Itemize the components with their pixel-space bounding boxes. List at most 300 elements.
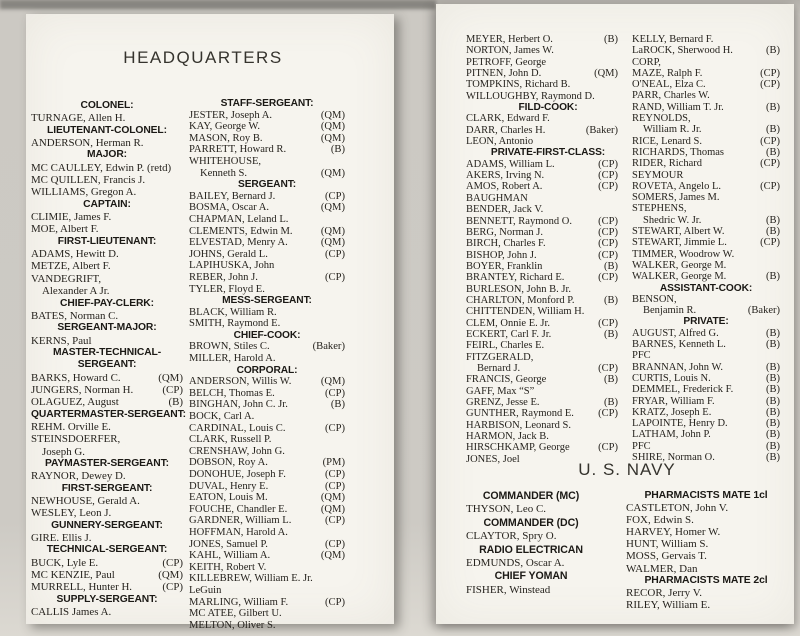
member-tag: (B): [766, 395, 780, 407]
page-title-headquarters: HEADQUARTERS: [123, 48, 283, 67]
member-tag: (B): [766, 327, 780, 339]
rank-heading: CHIEF-PAY-CLERK:: [60, 297, 154, 309]
section-title-us-navy: U. S. NAVY: [578, 460, 676, 479]
member-name: MILLER, Harold A.: [189, 353, 276, 365]
rank-heading: CORPORAL:: [236, 364, 298, 376]
member-name: JUNGERS, Norman H.: [31, 383, 134, 396]
member-name: FITZGERALD,: [466, 351, 534, 363]
member-tag: (CP): [760, 237, 780, 249]
member-name: TURNAGE, Allen H.: [31, 112, 126, 125]
rank-heading: RADIO ELECTRICAN: [479, 543, 583, 556]
member-tag: (Baker): [747, 305, 780, 317]
member-name: SEYMOUR: [632, 169, 684, 181]
rank-heading: SERGEANT:: [238, 179, 296, 191]
member-name: BENNETT, Raymond O.: [466, 215, 572, 227]
rank-heading: CHIEF-COOK:: [233, 329, 301, 341]
roster-row: [632, 237, 780, 248]
member-tag: (CP): [598, 362, 618, 374]
rank-heading: GUNNERY-SERGEANT:: [51, 519, 163, 531]
member-name: SOMERS, James M.: [632, 192, 720, 204]
member-name: PFC: [632, 350, 651, 362]
member-name: PARR, Charles W.: [632, 90, 710, 102]
member-name: THYSON, Leo C.: [466, 503, 547, 516]
member-name: MC ATEE, Gilbert U.: [189, 608, 282, 620]
member-name: HOFFMAN, Harold A.: [189, 526, 288, 538]
roster-row: [189, 527, 345, 539]
member-tag: (B): [766, 45, 780, 57]
member-tag: (CP): [162, 556, 183, 569]
member-tag: (CP): [324, 271, 345, 283]
roster-row: [632, 192, 780, 203]
roster-row: [632, 373, 780, 384]
member-name: OLAGUEZ, August: [31, 396, 119, 409]
member-tag: (CP): [760, 79, 780, 91]
member-tag: (CP): [598, 408, 618, 420]
roster-row: [31, 310, 183, 322]
member-name: TOMPKINS, Richard B.: [466, 79, 571, 91]
roster-row: [466, 408, 618, 419]
member-name: SMITH, Raymond E.: [189, 318, 281, 330]
member-tag: (B): [766, 339, 780, 351]
member-name: ADAMS, Hewitt D.: [31, 248, 119, 261]
roster-row: [466, 159, 618, 170]
member-name: ELVESTAD, Menry A.: [189, 237, 288, 249]
member-name: Bernard J.: [477, 362, 521, 374]
member-name: JESTER, Joseph A.: [189, 109, 272, 121]
roster-row: [466, 57, 618, 68]
member-tag: (B): [330, 399, 345, 411]
roster-row: [31, 532, 183, 544]
member-tag: (B): [766, 214, 780, 226]
roster-row: [626, 514, 786, 526]
roster-row: [189, 237, 345, 249]
member-name: KAHL, William A.: [189, 550, 271, 562]
member-name: LaROCK, Sherwood H.: [632, 45, 733, 57]
member-name: FRANCIS, George: [466, 374, 547, 386]
member-tag: (B): [766, 429, 780, 441]
member-name: DARR, Charles H.: [466, 124, 546, 136]
scan-edge-shadow: [0, 0, 436, 9]
member-name: BOSMA, Oscar A.: [189, 202, 270, 214]
roster-row: [632, 79, 780, 90]
roster-row: [31, 470, 183, 482]
member-tag: (CP): [598, 215, 618, 227]
member-name: BENDER, Jack V.: [466, 204, 544, 216]
roster-row: [189, 388, 345, 400]
member-name: BLACK, William R.: [189, 306, 277, 318]
member-name: JONES, Joel: [466, 453, 520, 465]
member-name: NEWHOUSE, Gerald A.: [31, 495, 140, 507]
right-page-column-1: [466, 34, 618, 465]
roster-row: [31, 137, 183, 149]
roster-row: [189, 585, 345, 597]
roster-row: [189, 110, 345, 122]
rank-heading: PRIVATE-FIRST-CLASS:: [490, 147, 606, 159]
roster-row: [189, 121, 345, 133]
roster-row: [632, 396, 780, 407]
roster-row: [31, 248, 183, 260]
member-tag: (B): [330, 144, 345, 156]
member-tag: (CP): [324, 538, 345, 550]
member-name: BARNES, Kenneth L.: [632, 339, 726, 351]
member-tag: (QM): [320, 167, 345, 179]
member-name: CALLIS James A.: [31, 606, 112, 619]
member-name: MOE, Albert F.: [31, 223, 99, 236]
roster-row: [466, 329, 618, 340]
member-name: CURTIS, Louis N.: [632, 372, 711, 384]
member-name: STEPHENS,: [632, 203, 687, 215]
roster-row: [189, 469, 345, 481]
roster-row: [632, 113, 780, 124]
member-name: MC KENZIE, Paul: [31, 569, 115, 582]
roster-row: [466, 397, 618, 408]
roster-row: [632, 305, 780, 316]
rank-heading: CAPTAIN:: [83, 198, 131, 210]
rank-heading: STAFF-SERGEANT:: [220, 98, 314, 109]
roster-row: [632, 271, 780, 282]
member-tag: (CP): [598, 272, 618, 284]
member-tag: (B): [604, 328, 618, 340]
roster-row: [466, 295, 618, 306]
roster-row: [632, 45, 780, 56]
rank-heading: TECHNICAL-SERGEANT:: [46, 544, 168, 556]
roster-row: [189, 249, 345, 261]
member-name: RIDER, Richard: [632, 158, 702, 170]
roster-row: [189, 411, 345, 423]
member-name: CLAYTOR, Spry O.: [466, 530, 557, 543]
member-tag: (CP): [760, 180, 780, 192]
member-name: FOX, Edwin S.: [626, 514, 694, 527]
member-tag: (PM): [322, 457, 345, 469]
member-name: KEITH, Robert V.: [189, 561, 267, 573]
member-name: CLEMENTS, Edwin M.: [189, 225, 293, 237]
member-name: BENSON,: [632, 293, 677, 305]
roster-row: [632, 90, 780, 101]
member-name: CLEM, Onnie E. Jr.: [466, 317, 550, 329]
member-tag: (CP): [598, 181, 618, 193]
roster-row: [466, 352, 618, 363]
member-name: LeGuin: [189, 584, 222, 596]
member-name: BELCH, Thomas E.: [189, 387, 275, 399]
roster-row: [189, 573, 345, 585]
member-tag: (QM): [320, 237, 345, 249]
member-name: CHAPMAN, Leland L.: [189, 213, 289, 225]
roster-row: [632, 350, 780, 361]
roster-row: [466, 261, 618, 272]
member-tag: (CP): [598, 238, 618, 250]
roster-row: [632, 181, 780, 192]
roster-row: [632, 215, 780, 226]
member-name: ADAMS, William L.: [466, 158, 555, 170]
roster-row: [466, 306, 618, 317]
member-tag: (QM): [320, 109, 345, 121]
member-name: BOCK, Carl A.: [189, 411, 255, 423]
member-tag: (B): [766, 124, 780, 136]
member-tag: (CP): [598, 170, 618, 182]
member-name: SHIRE, Norman O.: [632, 451, 715, 463]
roster-row: [31, 112, 183, 124]
roster-row: [632, 158, 780, 169]
roster-row: [31, 569, 183, 581]
roster-row: [466, 34, 618, 45]
roster-row: [632, 249, 780, 260]
member-name: CORP,: [632, 56, 661, 68]
roster-row: [626, 502, 786, 514]
roster-row: [466, 113, 618, 124]
member-name: GAFF, Max “S”: [466, 385, 535, 397]
member-tag: (QM): [320, 376, 345, 388]
member-tag: (CP): [760, 67, 780, 79]
roster-row: [189, 133, 345, 145]
member-name: DEMMEL, Frederick F.: [632, 384, 734, 396]
member-name: GARDNER, William L.: [189, 515, 292, 527]
roster-row: [632, 294, 780, 305]
member-name: REYNOLDS,: [632, 113, 691, 125]
roster-row: [626, 563, 786, 575]
member-tag: (QM): [320, 492, 345, 504]
roster-row: [189, 318, 345, 330]
roster-row: [189, 168, 345, 180]
roster-row: [632, 429, 780, 440]
navy-column-2: [626, 490, 786, 611]
rank-heading: COLONEL:: [80, 100, 134, 111]
roster-row: [31, 162, 183, 174]
member-name: PITNEN, John D.: [466, 68, 542, 80]
member-name: CLARK, Edward F.: [466, 113, 550, 125]
member-name: William R. Jr.: [643, 124, 702, 136]
member-name: KAY, George W.: [189, 121, 261, 133]
member-name: TIMMER, Woodrow W.: [632, 248, 735, 260]
roster-row: [466, 363, 618, 374]
roster-row: [626, 526, 786, 538]
member-tag: (B): [604, 397, 618, 408]
member-name: REBER, John J.: [189, 271, 258, 283]
member-name: WILLIAMS, Gregon A.: [31, 186, 137, 199]
roster-row: [466, 204, 618, 215]
member-name: LAPOINTE, Henry D.: [632, 418, 728, 430]
member-tag: (CP): [324, 248, 345, 260]
member-name: ANDERSON, Willis W.: [189, 376, 292, 388]
member-name: BRANTEY, Richard E.: [466, 272, 565, 284]
member-name: BAUGHMAN: [466, 192, 528, 204]
roster-row: [632, 441, 780, 452]
roster-row: [632, 203, 780, 214]
member-tag: (B): [604, 374, 618, 386]
roster-row: [466, 584, 626, 597]
member-name: HARMON, Jack B.: [466, 431, 549, 443]
roster-row: [466, 79, 618, 90]
member-name: VANDEGRIFT,: [31, 272, 102, 285]
member-name: GUNTHER, Raymond E.: [466, 408, 574, 420]
rank-heading: CHIEF YOMAN: [494, 570, 568, 583]
roster-row: [466, 45, 618, 56]
member-name: STEINSDOERFER,: [31, 433, 121, 446]
member-name: O'NEAL, Elza C.: [632, 79, 706, 91]
member-tag: (CP): [760, 135, 780, 147]
roster-row: [189, 481, 345, 493]
member-tag: (B): [604, 34, 618, 45]
member-name: FEIRL, Charles E.: [466, 340, 545, 352]
member-name: BATES, Norman C.: [31, 309, 119, 322]
rank-heading: MESS-SERGEANT:: [222, 295, 312, 307]
member-name: HUNT, William S.: [626, 538, 709, 551]
roster-row: [31, 285, 183, 297]
roster-row: [189, 144, 345, 156]
rank-heading: PHARMACISTS MATE 2cl: [644, 574, 768, 586]
member-tag: (CP): [162, 581, 183, 594]
rank-heading: COMMANDER (MC): [482, 490, 580, 502]
member-tag: (B): [766, 406, 780, 418]
roster-row: [632, 339, 780, 350]
roster-row: [189, 620, 345, 632]
member-name: DOBSON, Roy A.: [189, 457, 268, 469]
member-tag: (QM): [594, 68, 618, 80]
roster-row: [632, 170, 780, 181]
roster-row: [632, 362, 780, 373]
roster-row: [189, 446, 345, 458]
roster-row: [189, 284, 345, 296]
rank-heading: MASTER-TECHNICAL-: [52, 346, 162, 358]
member-tag: (B): [766, 361, 780, 373]
roster-row: [466, 216, 618, 227]
left-page-column-1: [31, 100, 187, 619]
roster-row: [189, 191, 345, 203]
member-name: BERG, Norman J.: [466, 226, 543, 238]
member-tag: (CP): [598, 249, 618, 261]
member-name: BINGHAN, John C. Jr.: [189, 399, 288, 411]
roster-row: [189, 597, 345, 609]
member-tag: (CP): [598, 158, 618, 170]
roster-row: [632, 328, 780, 339]
roster-row: [31, 581, 183, 593]
member-tag: (QM): [320, 225, 345, 237]
member-name: FISHER, Winstead: [466, 583, 551, 596]
roster-row: [189, 376, 345, 388]
roster-row: [632, 147, 780, 158]
roster-row: [189, 504, 345, 516]
member-tag: (QM): [158, 371, 183, 384]
member-name: WALKER, George M.: [632, 259, 727, 271]
member-name: BUCK, Lyle E.: [31, 556, 99, 569]
member-name: RAND, William T. Jr.: [632, 101, 724, 113]
roster-row: [31, 384, 183, 396]
left-page: [26, 14, 394, 631]
member-name: LATHAM, John P.: [632, 429, 711, 441]
member-name: RICE, Lenard S.: [632, 135, 702, 147]
roster-row: [466, 503, 626, 516]
member-name: ECKERT, Carl F. Jr.: [466, 328, 552, 340]
member-tag: (B): [604, 260, 618, 272]
member-tag: (QM): [320, 503, 345, 515]
roster-row: [31, 507, 183, 519]
roster-row: [466, 238, 618, 249]
member-name: BROWN, Stiles C.: [189, 341, 270, 353]
member-tag: (QM): [320, 121, 345, 133]
rank-heading: FIRST-LIEUTENANT:: [57, 235, 157, 247]
member-tag: (CP): [324, 422, 345, 434]
roster-row: [189, 341, 345, 353]
roster-row: [626, 550, 786, 562]
member-name: RILEY, William E.: [626, 598, 711, 611]
member-name: KILLEBREW, William E. Jr.: [189, 573, 313, 585]
roster-row: [466, 272, 618, 283]
roster-row: [632, 34, 780, 45]
member-name: PFC: [632, 440, 651, 452]
member-tag: (CP): [324, 190, 345, 202]
member-tag: (B): [766, 418, 780, 430]
roster-row: [31, 372, 183, 384]
member-name: TYLER, Floyd E.: [189, 283, 265, 295]
rank-heading: FIRST-SERGEANT:: [61, 482, 153, 494]
member-tag: (CP): [324, 515, 345, 527]
roster-row: [31, 186, 183, 198]
roster-row: [31, 396, 183, 408]
member-name: MASON, Roy B.: [189, 132, 263, 144]
rank-heading: SERGEANT:: [77, 359, 137, 371]
member-name: STEWART, Albert W.: [632, 226, 725, 238]
member-name: BRANNAN, John W.: [632, 361, 724, 373]
member-name: GIRE. Ellis J.: [31, 532, 92, 545]
roster-row: [189, 492, 345, 504]
member-tag: (CP): [598, 226, 618, 238]
member-name: BIRCH, Charles F.: [466, 238, 546, 250]
member-tag: (CP): [760, 158, 780, 170]
member-name: Alexander A Jr.: [42, 285, 110, 298]
member-tag: (CP): [598, 317, 618, 329]
roster-row: [466, 91, 618, 102]
roster-row: [466, 170, 618, 181]
rank-heading: QUARTERMASTER-SERGEANT:: [31, 408, 187, 420]
roster-row: [632, 136, 780, 147]
roster-row: [31, 606, 183, 618]
roster-row: [189, 226, 345, 238]
roster-row: [466, 68, 618, 79]
member-name: CRENSHAW, John G.: [189, 445, 285, 457]
member-name: DUVAL, Henry E.: [189, 480, 269, 492]
member-name: CHARLTON, Monford P.: [466, 294, 575, 306]
roster-row: [626, 587, 786, 599]
member-name: KELLY, Bernard F.: [632, 34, 714, 45]
member-tag: (B): [766, 451, 780, 463]
roster-row: [632, 384, 780, 395]
roster-row: [189, 399, 345, 411]
rank-heading: COMMANDER (DC): [483, 516, 579, 529]
member-name: Kenneth S.: [200, 167, 248, 179]
roster-row: [632, 260, 780, 271]
member-name: Benjamin R.: [643, 305, 697, 317]
member-tag: (B): [168, 396, 183, 409]
roster-row: [466, 125, 618, 136]
roster-row: [466, 530, 626, 543]
member-name: AMOS, Robert A.: [466, 181, 543, 193]
member-tag: (B): [766, 101, 780, 113]
member-name: BOYER, Franklin: [466, 260, 543, 272]
roster-row: [189, 608, 345, 620]
member-name: Shedric W. Jr.: [643, 214, 702, 226]
member-tag: (CP): [162, 383, 183, 396]
member-name: MELTON, Oliver S.: [189, 619, 276, 631]
roster-row: [31, 446, 183, 458]
member-name: MURRELL, Hunter H.: [31, 581, 133, 594]
member-tag: (QM): [320, 202, 345, 214]
rank-heading: LIEUTENANT-COLONEL:: [47, 124, 167, 136]
roster-row: [189, 272, 345, 284]
roster-row: [189, 214, 345, 226]
member-name: AKERS, Irving N.: [466, 170, 545, 182]
roster-row: [189, 353, 345, 365]
roster-row: [189, 550, 345, 562]
member-name: RAYNOR, Dewey D.: [31, 470, 126, 483]
